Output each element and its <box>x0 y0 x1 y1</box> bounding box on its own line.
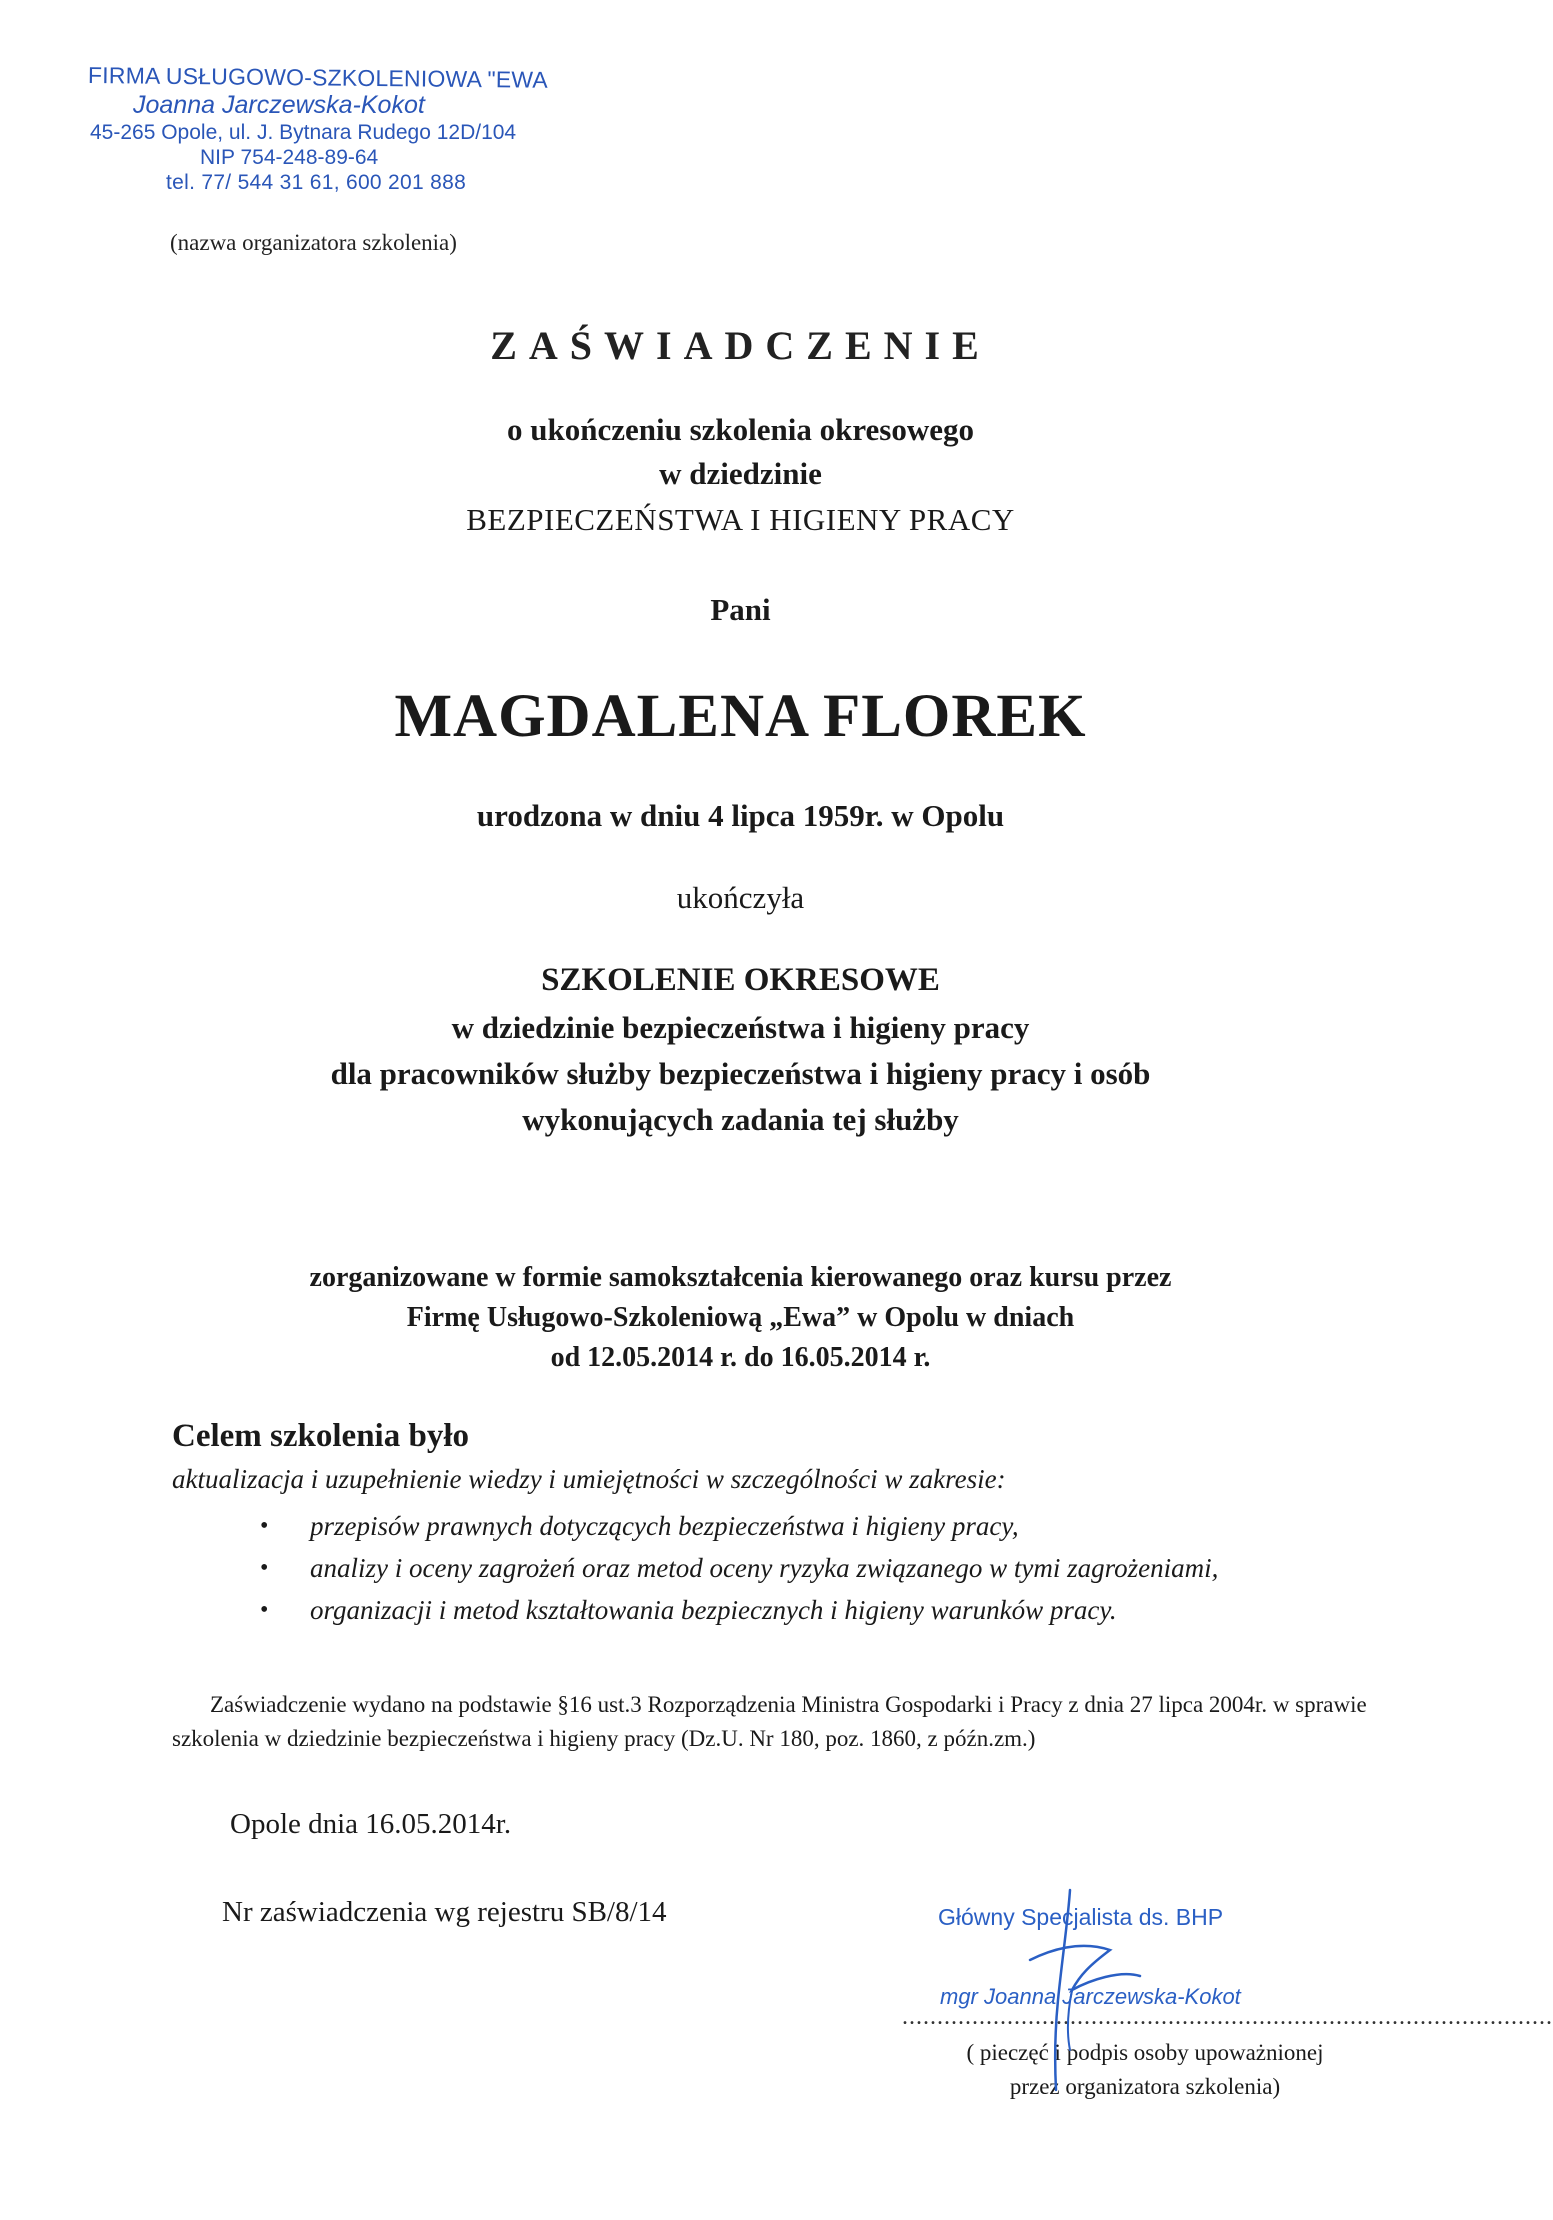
certificate-title: ZAŚWIADCZENIE <box>490 323 991 368</box>
goal-intro: aktualizacja i uzupełnienie wiedzy i umiejętności w szczególności w zakresie: <box>172 1464 1006 1494</box>
goal-heading: Celem szkolenia było <box>172 1418 469 1454</box>
signature-caption-line-1: ( pieczęć i podpis osoby upoważnionej <box>966 2040 1324 2065</box>
salutation: Pani <box>710 592 771 627</box>
signature-caption-line-2: przez organizatora szkolenia) <box>1009 2074 1281 2099</box>
stamp-phone: tel. 77/ 544 31 61, 600 201 888 <box>166 170 467 194</box>
signer-name-stamp: mgr Joanna Jarczewska-Kokot <box>940 1984 1241 2009</box>
stamp-company-name: FIRMA USŁUGOWO-SZKOLENIOWA "EWA <box>87 62 549 93</box>
place-and-date: Opole dnia 16.05.2014r. <box>230 1808 512 1840</box>
handwritten-signature-icon <box>1010 1880 1170 2100</box>
stamp-owner-name: Joanna Jarczewska-Kokot <box>133 90 425 119</box>
signer-title-stamp: Główny Specjalista ds. BHP <box>938 1904 1224 1930</box>
register-number: Nr zaświadczenia wg rejestru SB/8/14 <box>222 1896 667 1928</box>
organized-line-2: Firmę Usługowo-Szkoleniową „Ewa” w Opolu w dniach <box>406 1302 1075 1333</box>
goal-item: • organizacji i metod kształtowania bezpiecznych i higieny warunków pracy. <box>260 1590 1360 1630</box>
birth-info: urodzona w dniu 4 lipca 1959r. w Opolu <box>476 798 1005 833</box>
goal-item: • przepisów prawnych dotyczących bezpieczeństwa i higieny pracy, <box>260 1506 1360 1546</box>
recipient-name: MAGDALENA FLOREK <box>394 683 1087 750</box>
subtitle-line-3: BEZPIECZEŃSTWA I HIGIENY PRACY <box>466 502 1015 537</box>
legal-basis: Zaświadczenie wydano na podstawie §16 ust.3 Rozporządzenia Ministra Gospodarki i Pracy z dnia 27 lipca 2004r. w sprawie szkolenia w dziedzinie bezpieczeństwa i higieny pracy (Dz.U. Nr 180, poz. 1860, z późn.zm.) <box>172 1692 1367 1751</box>
stamp-address: 45-265 Opole, ul. J. Bytnara Rudego 12D/104 <box>90 120 517 144</box>
completed-text: ukończyła <box>676 880 805 915</box>
goal-list <box>260 1506 1360 1630</box>
course-line-3: dla pracowników służby bezpieczeństwa i higieny pracy i osób <box>330 1056 1151 1091</box>
course-title: SZKOLENIE OKRESOWE <box>541 962 940 998</box>
organized-line-1: zorganizowane w formie samokształcenia kierowanego oraz kursu przez <box>309 1262 1172 1293</box>
subtitle-line-1: o ukończeniu szkolenia okresowego <box>506 412 975 447</box>
course-line-4: wykonujących zadania tej służby <box>522 1102 959 1137</box>
subtitle-line-2: w dziedzinie <box>659 456 822 491</box>
organized-dates: od 12.05.2014 r. do 16.05.2014 r. <box>550 1342 931 1373</box>
goal-item: • analizy i oceny zagrożeń oraz metod oceny ryzyka związanego w tymi zagrożeniami, <box>260 1548 1360 1588</box>
stamp-nip: NIP 754-248-89-64 <box>200 145 379 169</box>
organizer-caption: (nazwa organizatora szkolenia) <box>170 230 457 255</box>
course-line-2: w dziedzinie bezpieczeństwa i higieny pracy <box>451 1010 1030 1045</box>
organizer-stamp <box>88 62 558 195</box>
signature-dotted-line: ............................................................................................. <box>902 2004 1553 2030</box>
